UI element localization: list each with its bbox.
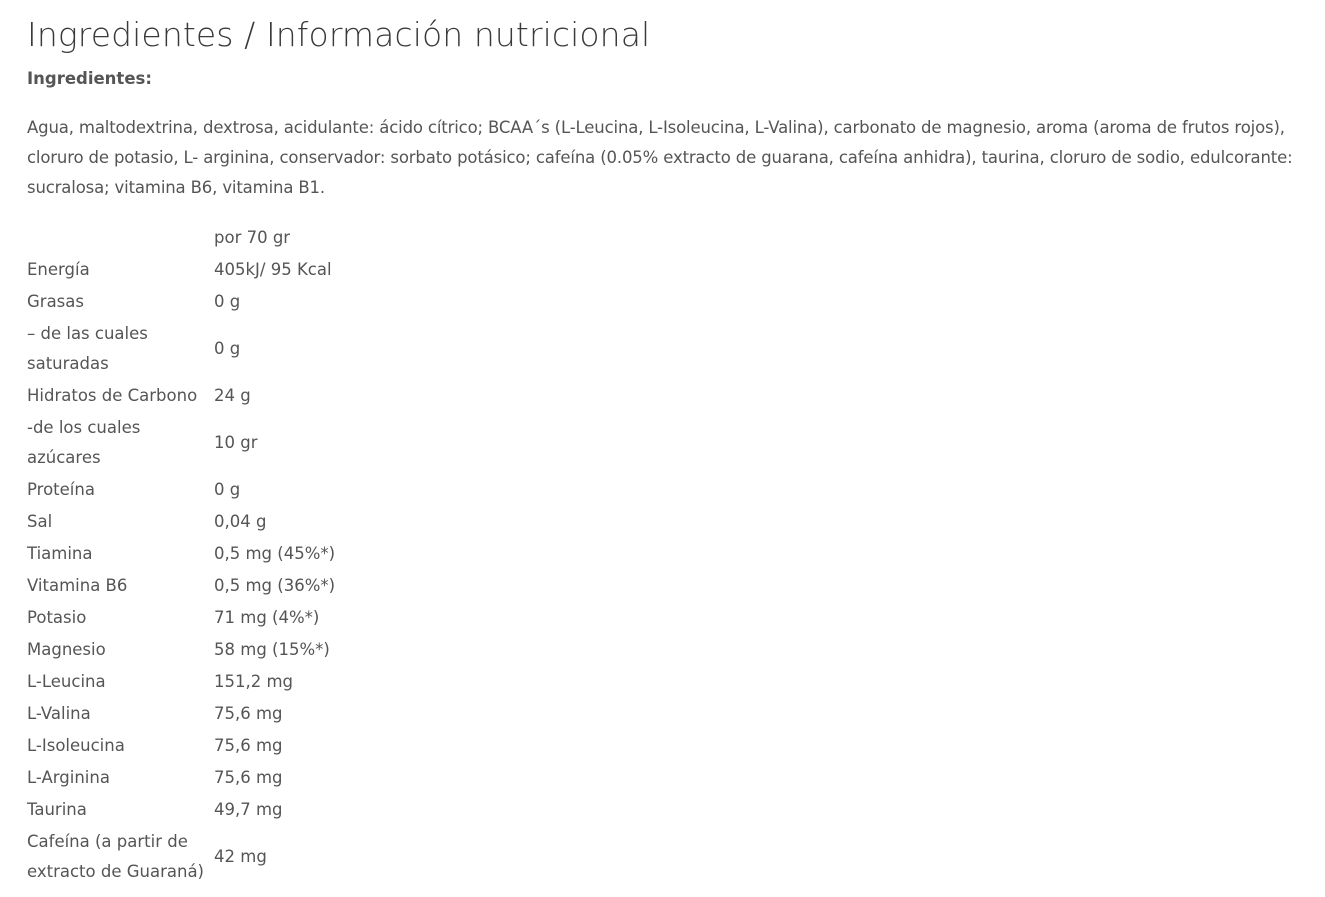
table-row — [25, 412, 337, 474]
table-row — [25, 506, 337, 538]
table-row — [25, 730, 337, 762]
row-label: Grasas — [27, 292, 84, 311]
row-label: L-Valina — [27, 704, 91, 723]
row-value: 75,6 mg — [214, 736, 283, 755]
ingredients-heading: Ingredientes: — [27, 69, 152, 88]
row-label: Energía — [27, 260, 90, 279]
header-value-cell: por 70 gr — [214, 228, 291, 247]
table-row — [25, 634, 337, 666]
row-label: L-Arginina — [27, 768, 110, 787]
row-label: Magnesio — [27, 640, 106, 659]
row-label: -de los cuales azúcares — [27, 418, 141, 467]
table-row — [25, 826, 337, 888]
row-value: 0,5 mg (36%*) — [214, 576, 336, 595]
nutrition-table — [25, 222, 337, 888]
table-row — [25, 538, 337, 570]
row-label: Tiamina — [27, 544, 93, 563]
row-label: – de las cuales saturadas — [27, 324, 148, 373]
table-row — [25, 794, 337, 826]
content — [27, 0, 1317, 888]
row-label: Sal — [27, 512, 53, 531]
page-title: Ingredientes / Información nutricional — [27, 15, 651, 54]
table-row — [25, 474, 337, 506]
row-value: 58 mg (15%*) — [214, 640, 330, 659]
row-value: 75,6 mg — [214, 768, 283, 787]
table-row — [25, 570, 337, 602]
row-value: 151,2 mg — [214, 672, 294, 691]
table-row — [25, 698, 337, 730]
table-row — [25, 286, 337, 318]
row-value: 49,7 mg — [214, 800, 283, 819]
table-row — [25, 762, 337, 794]
row-value: 42 mg — [214, 847, 267, 866]
table-row — [25, 254, 337, 286]
table-row — [25, 318, 337, 380]
row-value: 0 g — [214, 480, 241, 499]
row-label: Proteína — [27, 480, 95, 499]
row-label: Taurina — [27, 800, 87, 819]
row-value: 0 g — [214, 292, 241, 311]
row-label: Hidratos de Carbono — [27, 386, 198, 405]
table-header-row — [25, 222, 337, 254]
row-value: 71 mg (4%*) — [214, 608, 320, 627]
header-label-cell — [25, 222, 212, 254]
table-row — [25, 666, 337, 698]
row-label: Cafeína (a partir de extracto de Guaraná) — [27, 832, 204, 881]
row-value: 10 gr — [214, 433, 258, 452]
row-value: 75,6 mg — [214, 704, 283, 723]
row-label: L-Isoleucina — [27, 736, 125, 755]
row-label: L-Leucina — [27, 672, 106, 691]
ingredients-text: Agua, maltodextrina, dextrosa, acidulante: ácido cítrico; BCAA´s (L-Leucina, L-Isoleucina, L-Valina), carbonato de magnesio, aroma (aroma de frutos rojos), cloruro de potasio, L- arginina, conservador: sorbato potásico; cafeína (0.05% extracto de guarana, cafeína anhidra), taurina, cloruro de sodio, edulcorante: sucralosa; vitamina B6, vitamina B1. — [27, 118, 1293, 197]
row-label: Vitamina B6 — [27, 576, 128, 595]
table-row — [25, 380, 337, 412]
table-row — [25, 602, 337, 634]
row-value: 0 g — [214, 339, 241, 358]
row-value: 0,04 g — [214, 512, 267, 531]
row-label: Potasio — [27, 608, 87, 627]
row-value: 0,5 mg (45%*) — [214, 544, 336, 563]
row-value: 405kJ/ 95 Kcal — [214, 260, 332, 279]
row-value: 24 g — [214, 386, 251, 405]
